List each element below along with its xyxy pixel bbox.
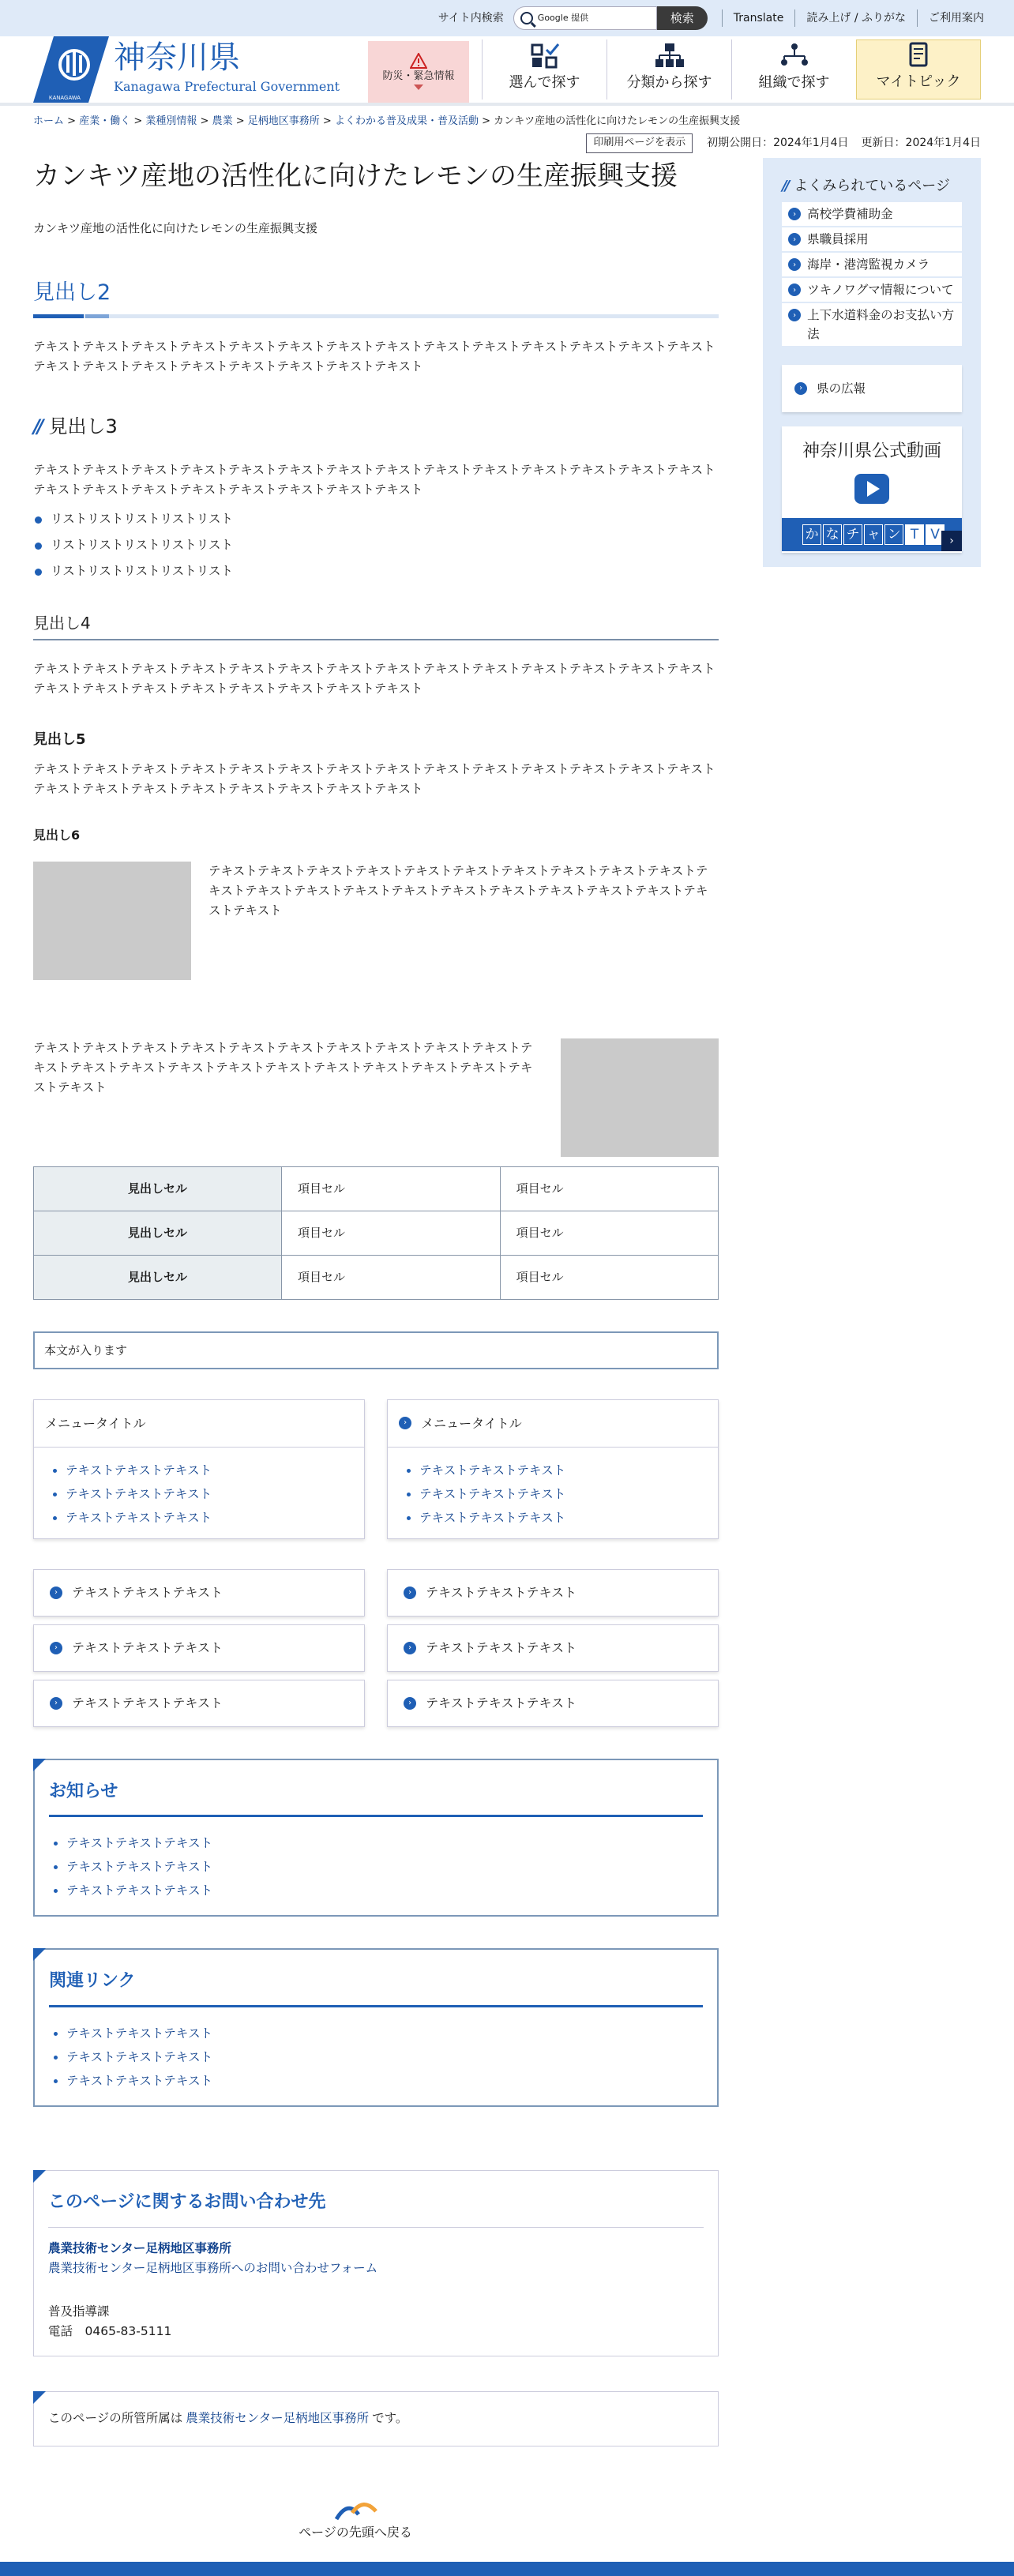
related-links-panel — [33, 1948, 719, 2107]
disaster-info-button[interactable] — [368, 41, 469, 103]
link-button-grid — [33, 1569, 719, 1727]
contact-title: このページに関するお問い合わせ先 — [48, 2188, 704, 2228]
chevron-right-icon: › — [788, 258, 801, 271]
menu-link[interactable]: • テキストテキストテキスト — [66, 1482, 364, 1506]
search-placeholder: Google 提供 — [537, 13, 589, 24]
page-subtitle: カンキツ産地の活性化に向けたレモンの生産振興支援 — [33, 221, 318, 236]
table-cell: 項目セル — [500, 1211, 719, 1255]
popular-item[interactable]: › 高校学費補助金 — [782, 202, 962, 226]
link-button[interactable]: › テキストテキストテキスト — [387, 1680, 719, 1727]
warning-icon — [410, 53, 427, 69]
chevron-right-icon: › — [404, 1587, 416, 1599]
main-content — [33, 158, 719, 2446]
chevron-right-icon: › — [794, 382, 807, 395]
table-header-cell: 見出しセル — [34, 1166, 282, 1211]
chevron-right-icon: › — [788, 284, 801, 296]
breadcrumb-agriculture[interactable]: 農業 — [212, 115, 233, 127]
menu-card — [387, 1399, 719, 1539]
breadcrumb-business[interactable]: 業種別情報 — [145, 115, 197, 127]
heading-3 — [33, 411, 719, 441]
heading-3-label: 見出し3 — [48, 415, 118, 437]
breadcrumb-home[interactable]: ホーム — [33, 115, 65, 127]
menu-title: メニュータイトル — [34, 1400, 364, 1448]
print-button[interactable]: 印刷用ページを表示 — [586, 133, 693, 153]
placeholder-image — [33, 862, 191, 980]
breadcrumb-activities[interactable]: よくわかる普及成果・普及活動 — [334, 115, 479, 127]
menu-link[interactable]: • テキストテキストテキスト — [66, 1459, 364, 1482]
table-row — [34, 1255, 719, 1299]
table-cell: 項目セル — [282, 1211, 501, 1255]
chevron-right-icon: › — [50, 1697, 62, 1710]
page-title: カンキツ産地の活性化に向けたレモンの生産振興支援 — [33, 160, 678, 192]
data-table — [33, 1166, 719, 1300]
table-header-cell: 見出しセル — [34, 1211, 282, 1255]
owner-org-link[interactable]: 農業技術センター足柄地区事務所 — [186, 2411, 370, 2426]
breadcrumb-current: カンキツ産地の活性化に向けたレモンの生産振興支援 — [494, 115, 741, 127]
chevron-right-icon: › — [788, 233, 801, 246]
popular-item[interactable]: › 上下水道料金のお支払い方法 — [782, 303, 962, 346]
top-utility-bar — [0, 0, 1014, 36]
kanagawa-emblem-icon — [33, 36, 109, 103]
menu-link[interactable]: • テキストテキストテキスト — [419, 1482, 718, 1506]
notebook-icon — [903, 41, 934, 68]
checklist-icon — [529, 42, 561, 69]
list-item: リストリストリストリストリスト — [33, 535, 719, 555]
text-image-row — [33, 1038, 719, 1157]
chevron-right-icon: › — [50, 1642, 62, 1654]
nav-category[interactable] — [607, 39, 731, 100]
readaloud-link[interactable]: 読み上げ / ふりがな — [794, 9, 917, 27]
list-item: リストリストリストリストリスト — [33, 561, 719, 581]
popular-title: // よくみられているページ — [782, 175, 962, 198]
menu-card — [33, 1399, 365, 1539]
placeholder-image — [561, 1038, 719, 1157]
related-links-title: 関連リンク — [49, 1967, 703, 2007]
chevron-down-icon — [414, 84, 423, 91]
nav-organization-label: 組織で探す — [758, 74, 830, 92]
table-row — [34, 1166, 719, 1211]
owner-suffix: です。 — [372, 2411, 408, 2426]
body-text: テキストテキストテキストテキストテキストテキストテキストテキストテキストテキストテキストテキストテキストテキストテキストテキストテキストテキストテキストテキストテキストテキスト — [33, 662, 715, 697]
disaster-label: 防災・緊急情報 — [382, 69, 455, 82]
table-row — [34, 1211, 719, 1255]
guide-link[interactable]: ご利用案内 — [917, 9, 995, 27]
breadcrumb-office[interactable]: 足柄地区事務所 — [247, 115, 320, 127]
body-text: テキストテキストテキストテキストテキストテキストテキストテキストテキストテキストテキストテキストテキストテキストテキストテキストテキストテキストテキストテキストテキストテキスト — [33, 463, 715, 498]
site-header — [0, 36, 1014, 106]
popular-item[interactable]: › 県職員採用 — [782, 227, 962, 251]
back-to-top-label: ページの先頭へ戻る — [299, 2525, 412, 2540]
related-link[interactable]: • テキストテキストテキスト — [66, 2022, 703, 2045]
related-link[interactable]: • テキストテキストテキスト — [66, 2069, 703, 2093]
news-title: お知らせ — [49, 1778, 703, 1817]
search-icon — [520, 12, 533, 24]
nav-choose[interactable] — [482, 39, 607, 100]
updated-date: 更新日：2024年1月4日 — [861, 137, 981, 149]
sidebar — [763, 158, 981, 2446]
link-button[interactable]: › テキストテキストテキスト — [387, 1569, 719, 1617]
koho-link[interactable]: › 県の広報 — [782, 365, 962, 412]
news-link[interactable]: • テキストテキストテキスト — [66, 1855, 703, 1879]
body-text: テキストテキストテキストテキストテキストテキストテキストテキストテキストテキストテキストテキストテキストテキストテキストテキストテキストテキストテキストテキストテキストテキスト — [33, 340, 715, 374]
table-cell: 項目セル — [282, 1255, 501, 1299]
play-icon — [854, 474, 889, 504]
page-meta — [0, 130, 1014, 153]
heading-5: 見出し5 — [33, 730, 86, 748]
logo-name: 神奈川県 — [114, 39, 240, 77]
heading-6: 見出し6 — [33, 828, 81, 843]
owner-prefix: このページの所管所属は — [48, 2411, 183, 2426]
slash-icon: // — [782, 177, 788, 194]
heading-4: 見出し4 — [33, 610, 719, 640]
image-caption-text: テキストテキストテキストテキストテキストテキストテキストテキストテキストテキストテキストテキストテキストテキストテキストテキストテキストテキストテキストテキストテキストテキスト — [208, 863, 708, 918]
nav-choose-label: 選んで探す — [509, 74, 580, 92]
nav-category-label: 分類から探す — [626, 74, 712, 92]
nav-mytopic-label: マイトピック — [876, 73, 961, 91]
contact-phone: 電話 0465-83-5111 — [48, 2323, 172, 2338]
body-text: テキストテキストテキストテキストテキストテキストテキストテキストテキストテキストテキストテキストテキストテキストテキストテキストテキストテキストテキストテキストテキストテキスト — [33, 761, 715, 796]
kanachan-tv-logo: か な チ ャ ン T V › — [782, 518, 962, 551]
news-link[interactable]: • テキストテキストテキスト — [66, 1831, 703, 1855]
menu-link[interactable]: • テキストテキストテキスト — [419, 1459, 718, 1482]
site-search-label: サイト内検索 — [438, 11, 504, 24]
contact-panel — [33, 2170, 719, 2356]
video-title: 神奈川県公式動画 — [802, 441, 942, 462]
breadcrumb-industry[interactable]: 産業・働く — [79, 115, 131, 127]
site-logo[interactable] — [0, 36, 347, 103]
bullet-list — [33, 509, 719, 580]
footer-bar — [0, 2562, 1014, 2576]
chevron-right-icon: › — [788, 208, 801, 220]
chevron-right-icon: › — [399, 1417, 411, 1429]
news-link[interactable]: • テキストテキストテキスト — [66, 1879, 703, 1902]
chevron-right-icon: › — [788, 309, 801, 321]
contact-section: 普及指導課 — [48, 2304, 110, 2319]
category-tree-icon — [654, 42, 685, 69]
published-date: 初期公開日：2024年1月4日 — [707, 137, 849, 149]
menu-cards — [33, 1399, 719, 1539]
table-cell: 項目セル — [500, 1255, 719, 1299]
link-button[interactable]: › テキストテキストテキスト — [33, 1569, 365, 1617]
translate-link[interactable]: Translate — [722, 9, 795, 27]
boxed-text: 本文が入ります — [33, 1331, 719, 1369]
owner-panel — [33, 2391, 719, 2446]
news-panel — [33, 1759, 719, 1917]
chevron-right-icon: › — [404, 1697, 416, 1710]
link-button[interactable]: › テキストテキストテキスト — [387, 1624, 719, 1672]
image-text-row — [33, 862, 719, 980]
popular-pages-box — [763, 158, 981, 568]
official-video-banner[interactable] — [782, 426, 962, 553]
link-button[interactable]: › テキストテキストテキスト — [33, 1624, 365, 1672]
chevron-right-icon: › — [941, 531, 962, 551]
breadcrumb: ホーム > 産業・働く > 業種別情報 > 農業 > 足柄地区事務所 > よくわかる普及成果・普及活動 > カンキツ産地の活性化に向けたレモンの生産振興支援 — [33, 115, 741, 127]
contact-form-link[interactable]: 農業技術センター足柄地区事務所へのお問い合わせフォーム — [48, 2261, 378, 2276]
heading-2: 見出し2 — [33, 276, 719, 318]
popular-item[interactable]: › ツキノワグマ情報について — [782, 278, 962, 302]
image-caption-text: テキストテキストテキストテキストテキストテキストテキストテキストテキストテキストテキストテキストテキストテキストテキストテキストテキストテキストテキストテキストテキストテキスト — [33, 1040, 533, 1095]
nav-mytopic[interactable] — [856, 39, 981, 100]
nav-organization[interactable] — [731, 39, 856, 100]
table-cell: 項目セル — [282, 1166, 501, 1211]
related-link[interactable]: • テキストテキストテキスト — [66, 2045, 703, 2069]
menu-title-link[interactable]: › メニュータイトル — [388, 1400, 718, 1448]
list-item: リストリストリストリストリスト — [33, 509, 719, 529]
logo-sub: KANAGAWA — [49, 96, 81, 101]
chevron-right-icon: › — [404, 1642, 416, 1654]
contact-org-link[interactable]: 農業技術センター足柄地区事務所 — [48, 2241, 231, 2256]
back-to-top[interactable] — [0, 2495, 711, 2543]
slash-icon: // — [33, 415, 41, 437]
logo-english: Kanagawa Prefectural Government — [114, 79, 340, 95]
menu-link[interactable]: • テキストテキストテキスト — [419, 1506, 718, 1530]
organization-icon — [779, 42, 810, 69]
chevron-right-icon: › — [50, 1587, 62, 1599]
global-nav — [482, 39, 981, 103]
back-to-top-icon — [332, 2495, 379, 2522]
popular-item[interactable]: › 海岸・港湾監視カメラ — [782, 253, 962, 276]
table-header-cell: 見出しセル — [34, 1255, 282, 1299]
table-cell: 項目セル — [500, 1166, 719, 1211]
link-button[interactable]: › テキストテキストテキスト — [33, 1680, 365, 1727]
search-input[interactable] — [513, 6, 657, 30]
search-button[interactable]: 検索 — [657, 6, 708, 30]
menu-link[interactable]: • テキストテキストテキスト — [66, 1506, 364, 1530]
